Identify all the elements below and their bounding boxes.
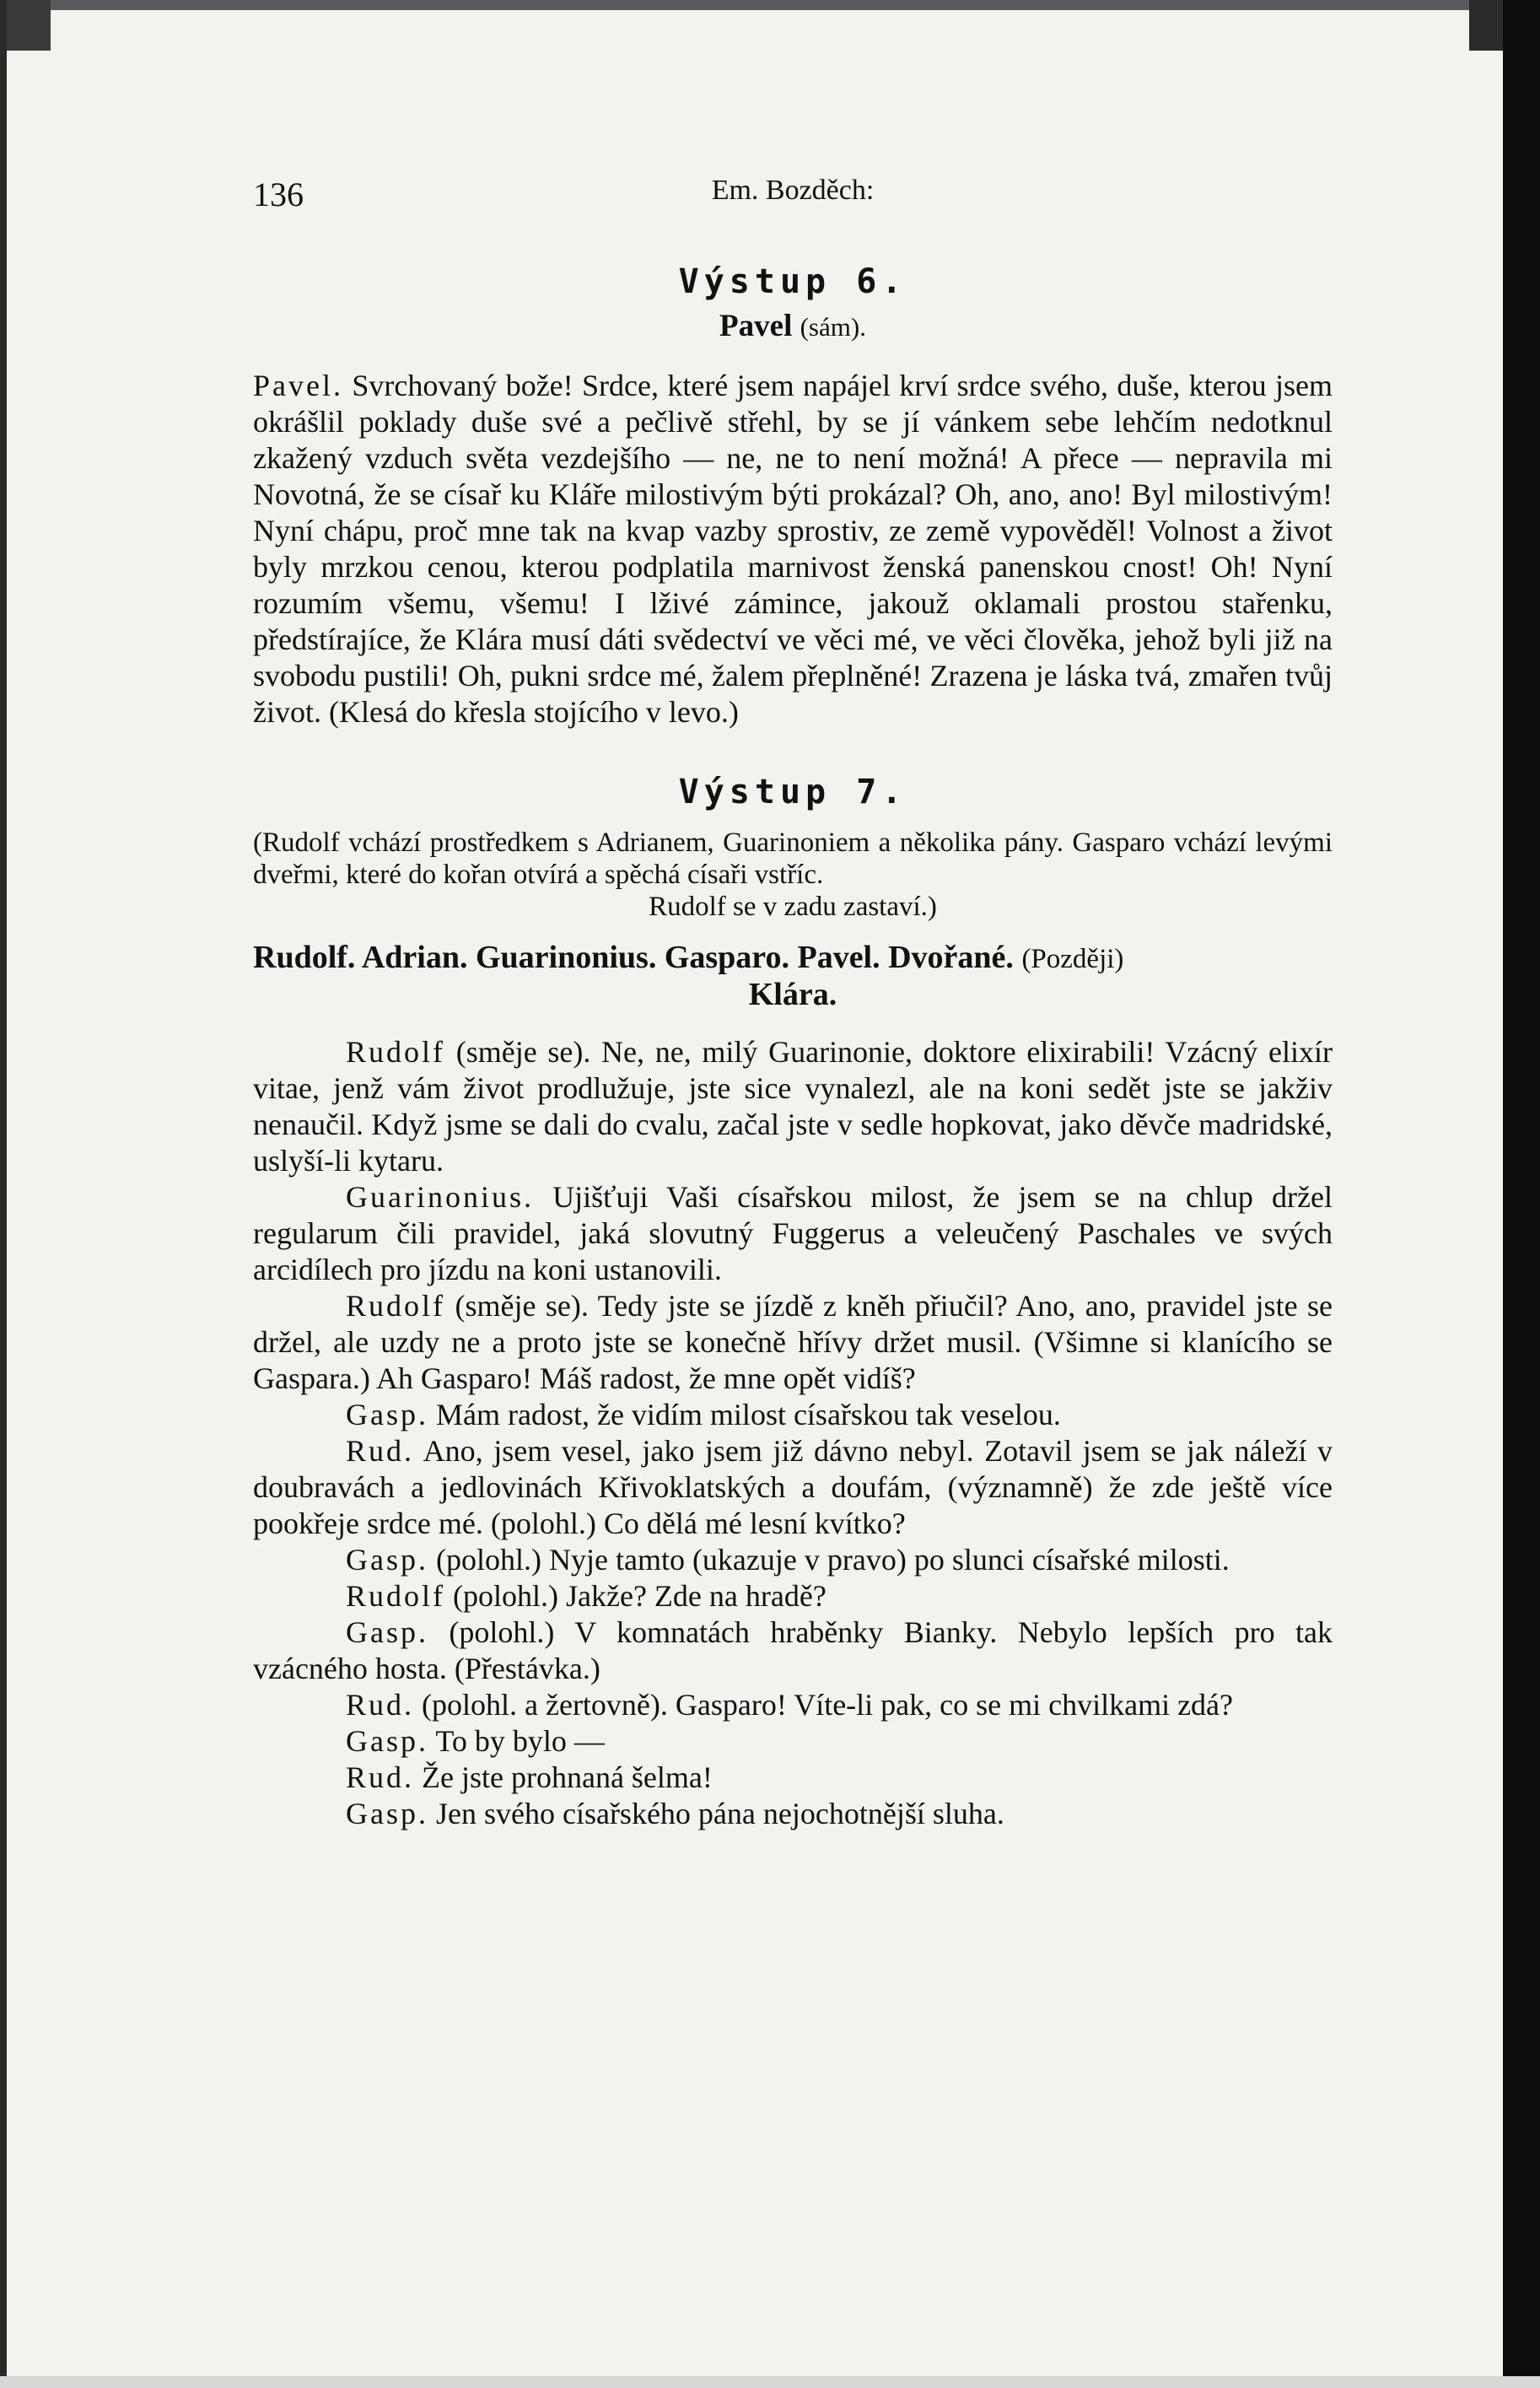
dialogue-line — [253, 1179, 1333, 1288]
dialogue-text: Ano, jsem vesel, jako jsem již dávno nebyl. Zotavil jsem se jak náleží v doubravách a jedlovinách Křivoklatských a doufám, (významně) že zde ještě více pookřeje srdce mé. (polohl.) Co dělá mé lesní kvítko? — [253, 1434, 1333, 1540]
dialogue-text: (směje se). Ne, ne, milý Guarinonie, doktore elixirabili! Vzácný elixír vitae, jenž vám život prodlužuje, jste sice vynalezl, ale na koni sedět jste se jakživ nenaučil. Když jsme se dali do cvalu, začal jste v sedle hopkovat, jako děvče madridské, uslyší-li kytaru. — [253, 1035, 1333, 1178]
dialogue-text: To by bylo — — [428, 1724, 605, 1758]
scene-6-cast-note: (sám). — [800, 312, 866, 342]
speaker-label: Gasp. — [346, 1797, 428, 1830]
dialogue-text: (polohl.) Jakže? Zde na hradě? — [445, 1579, 827, 1613]
dialogue-line — [253, 1433, 1333, 1542]
dialogue-line — [253, 1796, 1333, 1832]
scan-right-edge — [1503, 0, 1540, 2388]
dialogue-line — [253, 1687, 1333, 1723]
page-number: 136 — [253, 175, 304, 213]
dialogue-line — [253, 1034, 1333, 1179]
cast-list-end: Klára. — [748, 977, 837, 1012]
running-head: Em. Bozděch: — [711, 175, 875, 206]
dialogue-line — [253, 1614, 1333, 1687]
speaker-label: Gasp. — [346, 1724, 428, 1758]
speaker-label: Rud. — [346, 1434, 415, 1468]
speaker-label: Rudolf — [346, 1579, 446, 1613]
dialogue-text: Že jste prohnaná šelma! — [414, 1760, 713, 1794]
dialogue-text: (polohl.) Nyje tamto (ukazuje v pravo) po slunci císařské milosti. — [428, 1543, 1230, 1577]
scan-bottom-edge — [0, 2376, 1540, 2388]
speaker-label: Gasp. — [346, 1615, 428, 1649]
dialogue-line — [253, 1578, 1333, 1614]
dialogue-line — [253, 1542, 1333, 1578]
speaker-label: Rudolf — [346, 1035, 446, 1069]
speech-text: Svrchovaný bože! Srdce, které jsem napájel krví srdce svého, duše, kterou jsem okrášlil poklady duše své a pečlivě střehl, by se jí vánkem sebe lehčím nedotknul zkažený vzduch světa vezdejšího — ne, ne to není možná! A přece — nepravila mi Novotná, že se císař ku Kláře milostivým býti prokázal? Oh, ano, ano! Byl milostivým! Nyní chápu, proč mne tak na kvap vazby sprostiv, ze země vypověděl! Volnost a život byly mrzkou cenou, kterou podplatila marnivost ženská panenskou cnost! Oh! Nyní rozumím všemu, všemu! I lživé zámince, jakouž oklamali prostou stařenku, předstírajíce, že Klára musí dáti svědectví ve věci mé, ve věci člověka, jehož byli již na svobodu pustili! Oh, pukni srdce mé, žalem přeplněné! Zrazena je láska tvá, zmařen tvůj život. (Klesá do křesla stojícího v levo.) — [253, 369, 1333, 729]
dialogue-line — [253, 1397, 1333, 1433]
speaker-label: Guarinonius. — [346, 1180, 534, 1214]
dialogue-line — [253, 1723, 1333, 1760]
dialogue-text: (polohl.) V komnatách hraběnky Bianky. Nebylo lepších pro tak vzácného hosta. (Přestávka.) — [253, 1615, 1333, 1685]
scene-6-cast-name: Pavel — [719, 309, 793, 343]
scene-6-cast — [253, 308, 1333, 344]
scan-top-edge — [0, 0, 1540, 10]
speaker-label: Pavel. — [253, 369, 343, 402]
dialogue-text: Jen svého císařského pána nejochotnější sluha. — [428, 1797, 1004, 1830]
speaker-label: Gasp. — [346, 1543, 428, 1577]
cast-list-names: Rudolf. Adrian. Guarinonius. Gasparo. Pavel. Dvořané. — [253, 940, 1014, 975]
scene-6-title: Výstup 6. — [678, 262, 907, 301]
scan-corner-shadow — [0, 0, 51, 51]
stage-direction-end: Rudolf se v zadu zastaví.) — [649, 892, 937, 922]
pavel-monologue — [253, 368, 1333, 730]
speaker-label: Rudolf — [346, 1289, 446, 1323]
speaker-label: Gasp. — [346, 1398, 428, 1431]
page-header — [253, 164, 1333, 224]
scene-7-cast-list — [253, 940, 1333, 977]
dialogue-text: Ujišťuji Vaši císařskou milost, že jsem se na chlup držel regularum čili pravidel, jaká slovutný Fuggerus a veleučený Paschales ve svých arcidílech pro jízdu na koni ustanovili. — [253, 1180, 1333, 1286]
dialogue-text: Mám radost, že vidím milost císařskou tak veselou. — [428, 1398, 1061, 1431]
scene-7-title: Výstup 7. — [678, 773, 907, 811]
dialogue-line — [253, 1760, 1333, 1796]
scan-right-shadow — [1469, 0, 1503, 51]
dialogue-text: (polohl. a žertovně). Gasparo! Víte-li pak, co se mi chvilkami zdá? — [414, 1688, 1234, 1722]
dialogue-line — [253, 1288, 1333, 1397]
cast-list-note: (Později) — [1021, 944, 1124, 974]
speaker-label: Rud. — [346, 1760, 415, 1794]
speaker-label: Rud. — [346, 1688, 415, 1722]
book-page — [253, 164, 1333, 1832]
scan-left-edge — [0, 0, 7, 2388]
dialogue-text: (směje se). Tedy jste se jízdě z kněh přiučil? Ano, ano, pravidel jste se držel, ale uzdy ne a proto jste se konečně hřívy držet musil. (Všimne si klanícího se Gaspara.) Ah Gasparo! Máš radost, že mne opět vidíš? — [253, 1289, 1333, 1395]
stage-direction: (Rudolf vchází prostředkem s Adrianem, Guarinoniem a několika pány. Gasparo vchází levými dveřmi, které do kořan otvírá a spěchá císaři vstříc. — [253, 827, 1333, 890]
